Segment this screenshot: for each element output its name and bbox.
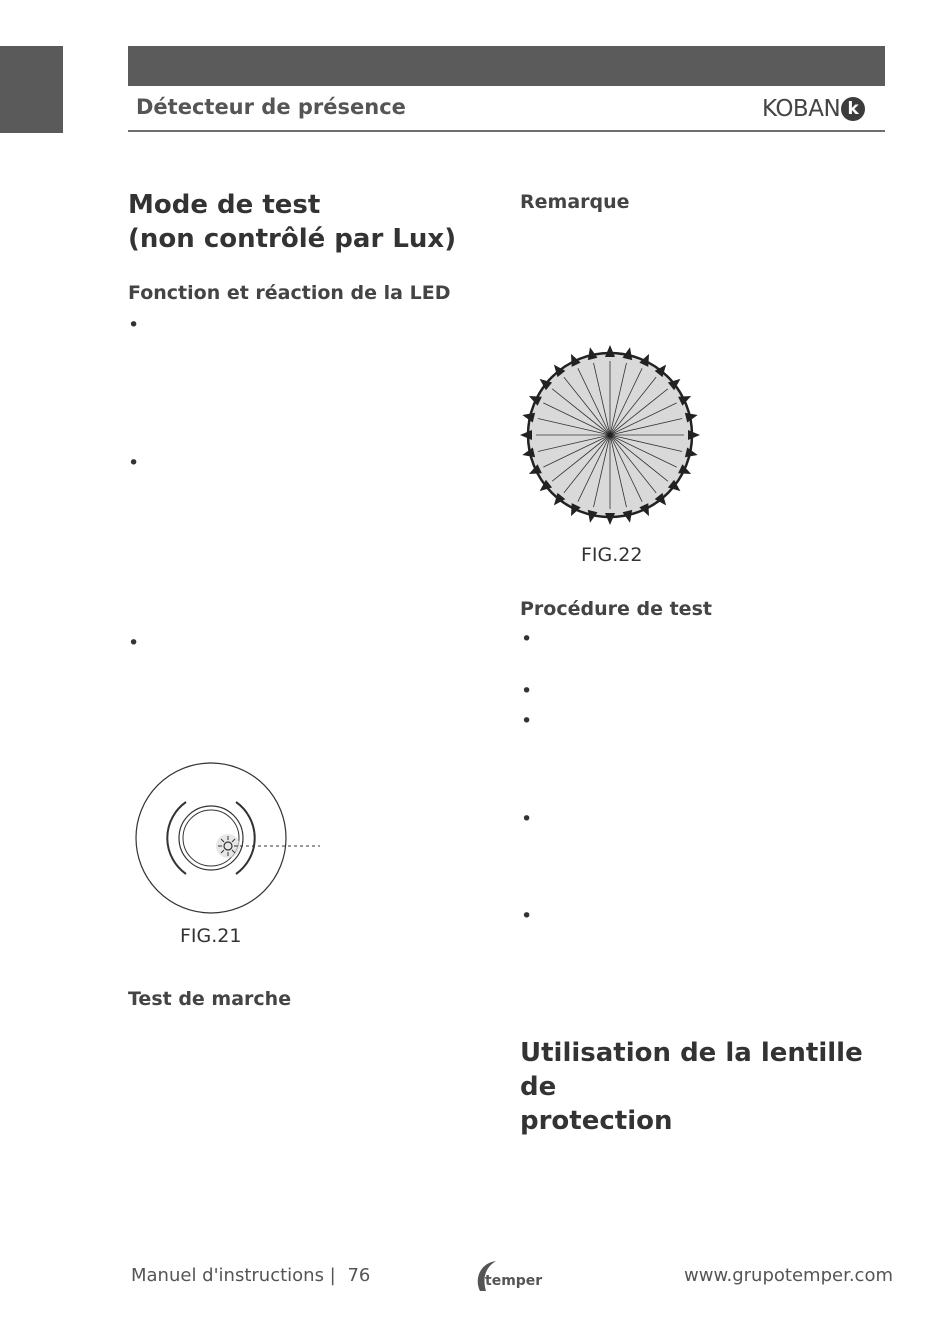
led-bullet-1: • (128, 314, 140, 336)
test-mode-title-line1: Mode de test (128, 190, 321, 220)
temper-logo (472, 1257, 544, 1295)
header-rule (128, 130, 885, 132)
procedure-bullet-5: • (521, 905, 533, 927)
protection-lens-title-line1: Utilisation de la lentille de (520, 1038, 863, 1102)
test-mode-title (128, 188, 488, 256)
procedure-bullet-1: • (521, 628, 533, 650)
remark-heading: Remarque (520, 191, 630, 213)
walk-test-heading: Test de marche (128, 988, 292, 1010)
header-bar (128, 46, 885, 86)
detection-arrowhead (688, 430, 700, 440)
detector-outer-ring (136, 763, 286, 913)
protection-lens-title-line2: protection (520, 1106, 673, 1136)
footer-website: www.grupotemper.com (684, 1265, 893, 1286)
fig22-detection-zone-illustration (516, 342, 708, 530)
procedure-bullet-3: • (521, 710, 533, 732)
procedure-bullet-4: • (521, 808, 533, 830)
brand-logo (762, 94, 865, 124)
fig22-label: FIG.22 (581, 544, 643, 566)
procedure-bullet-2: • (521, 680, 533, 702)
fig21-label: FIG.21 (180, 925, 242, 947)
footer-manual-text: Manuel d'instructions | (131, 1265, 336, 1286)
test-procedure-heading: Procédure de test (520, 598, 712, 620)
footer-page-number: 76 (347, 1265, 371, 1286)
led-function-heading: Fonction et réaction de la LED (128, 282, 451, 304)
led-bullet-3: • (128, 632, 140, 654)
protection-lens-title (520, 1036, 900, 1138)
detector-center-point (608, 433, 613, 438)
brand-logo-text: KOBAN (762, 96, 841, 122)
section-subtitle: Détecteur de présence (136, 95, 406, 119)
led-bullet-2: • (128, 452, 140, 474)
side-tab (0, 46, 63, 133)
fig21-detector-illustration (130, 760, 330, 920)
detection-arrowhead (605, 513, 615, 525)
detection-arrowhead (605, 345, 615, 357)
footer-manual-label (131, 1265, 370, 1286)
brand-logo-mark: k (841, 97, 865, 121)
detection-arrowhead (520, 430, 532, 440)
test-mode-title-line2: (non contrôlé par Lux) (128, 224, 457, 254)
temper-logo-text: temper (485, 1273, 543, 1289)
